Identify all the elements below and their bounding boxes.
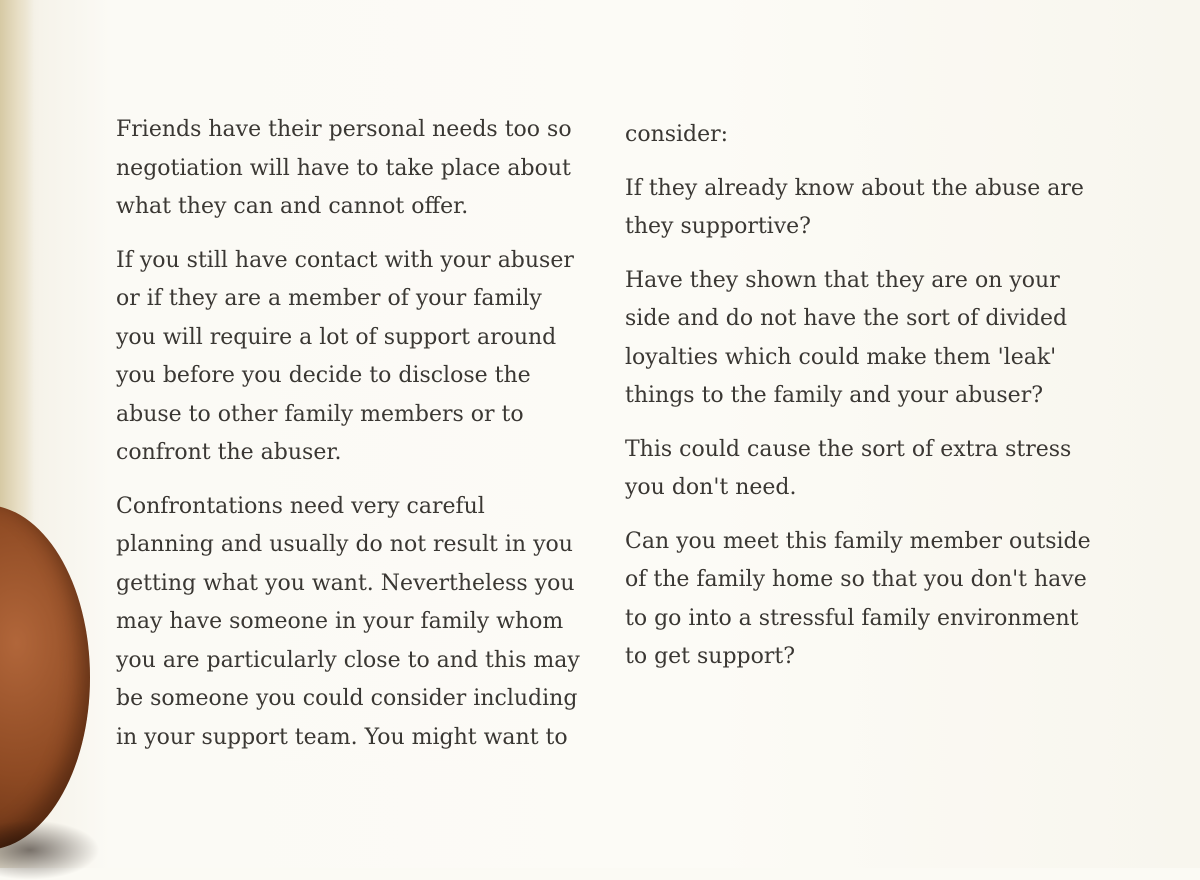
page-edge-shadow [0, 0, 34, 520]
ball-shadow [0, 820, 100, 880]
right-column [625, 116, 1105, 692]
paragraph: Confrontations need very careful planning and usually do not result in you getting what you want. Nevertheless you may have someone in your family whom you are particularly close to and this may be someone you could consider including in your support team. You might want to [116, 493, 580, 750]
ball-image [0, 505, 90, 850]
paragraph: If they already know about the abuse are they supportive? [625, 175, 1084, 239]
paragraph: consider: [625, 122, 729, 147]
paragraph: This could cause the sort of extra stress you don't need. [625, 436, 1072, 500]
left-column [116, 111, 596, 772]
paragraph: Friends have their personal needs too so negotiation will have to take place about what they can and cannot offer. [116, 117, 572, 219]
paragraph: Can you meet this family member outside of the family home so that you don't have to go into a stressful family environment to get support? [625, 528, 1091, 669]
paragraph: Have they shown that they are on your side and do not have the sort of divided loyalties which could make them 'leak' things to the family and your abuser? [625, 267, 1068, 408]
paragraph: If you still have contact with your abuser or if they are a member of your family you will require a lot of support around you before you decide to disclose the abuse to other family members or to confront the abuser. [116, 247, 574, 465]
